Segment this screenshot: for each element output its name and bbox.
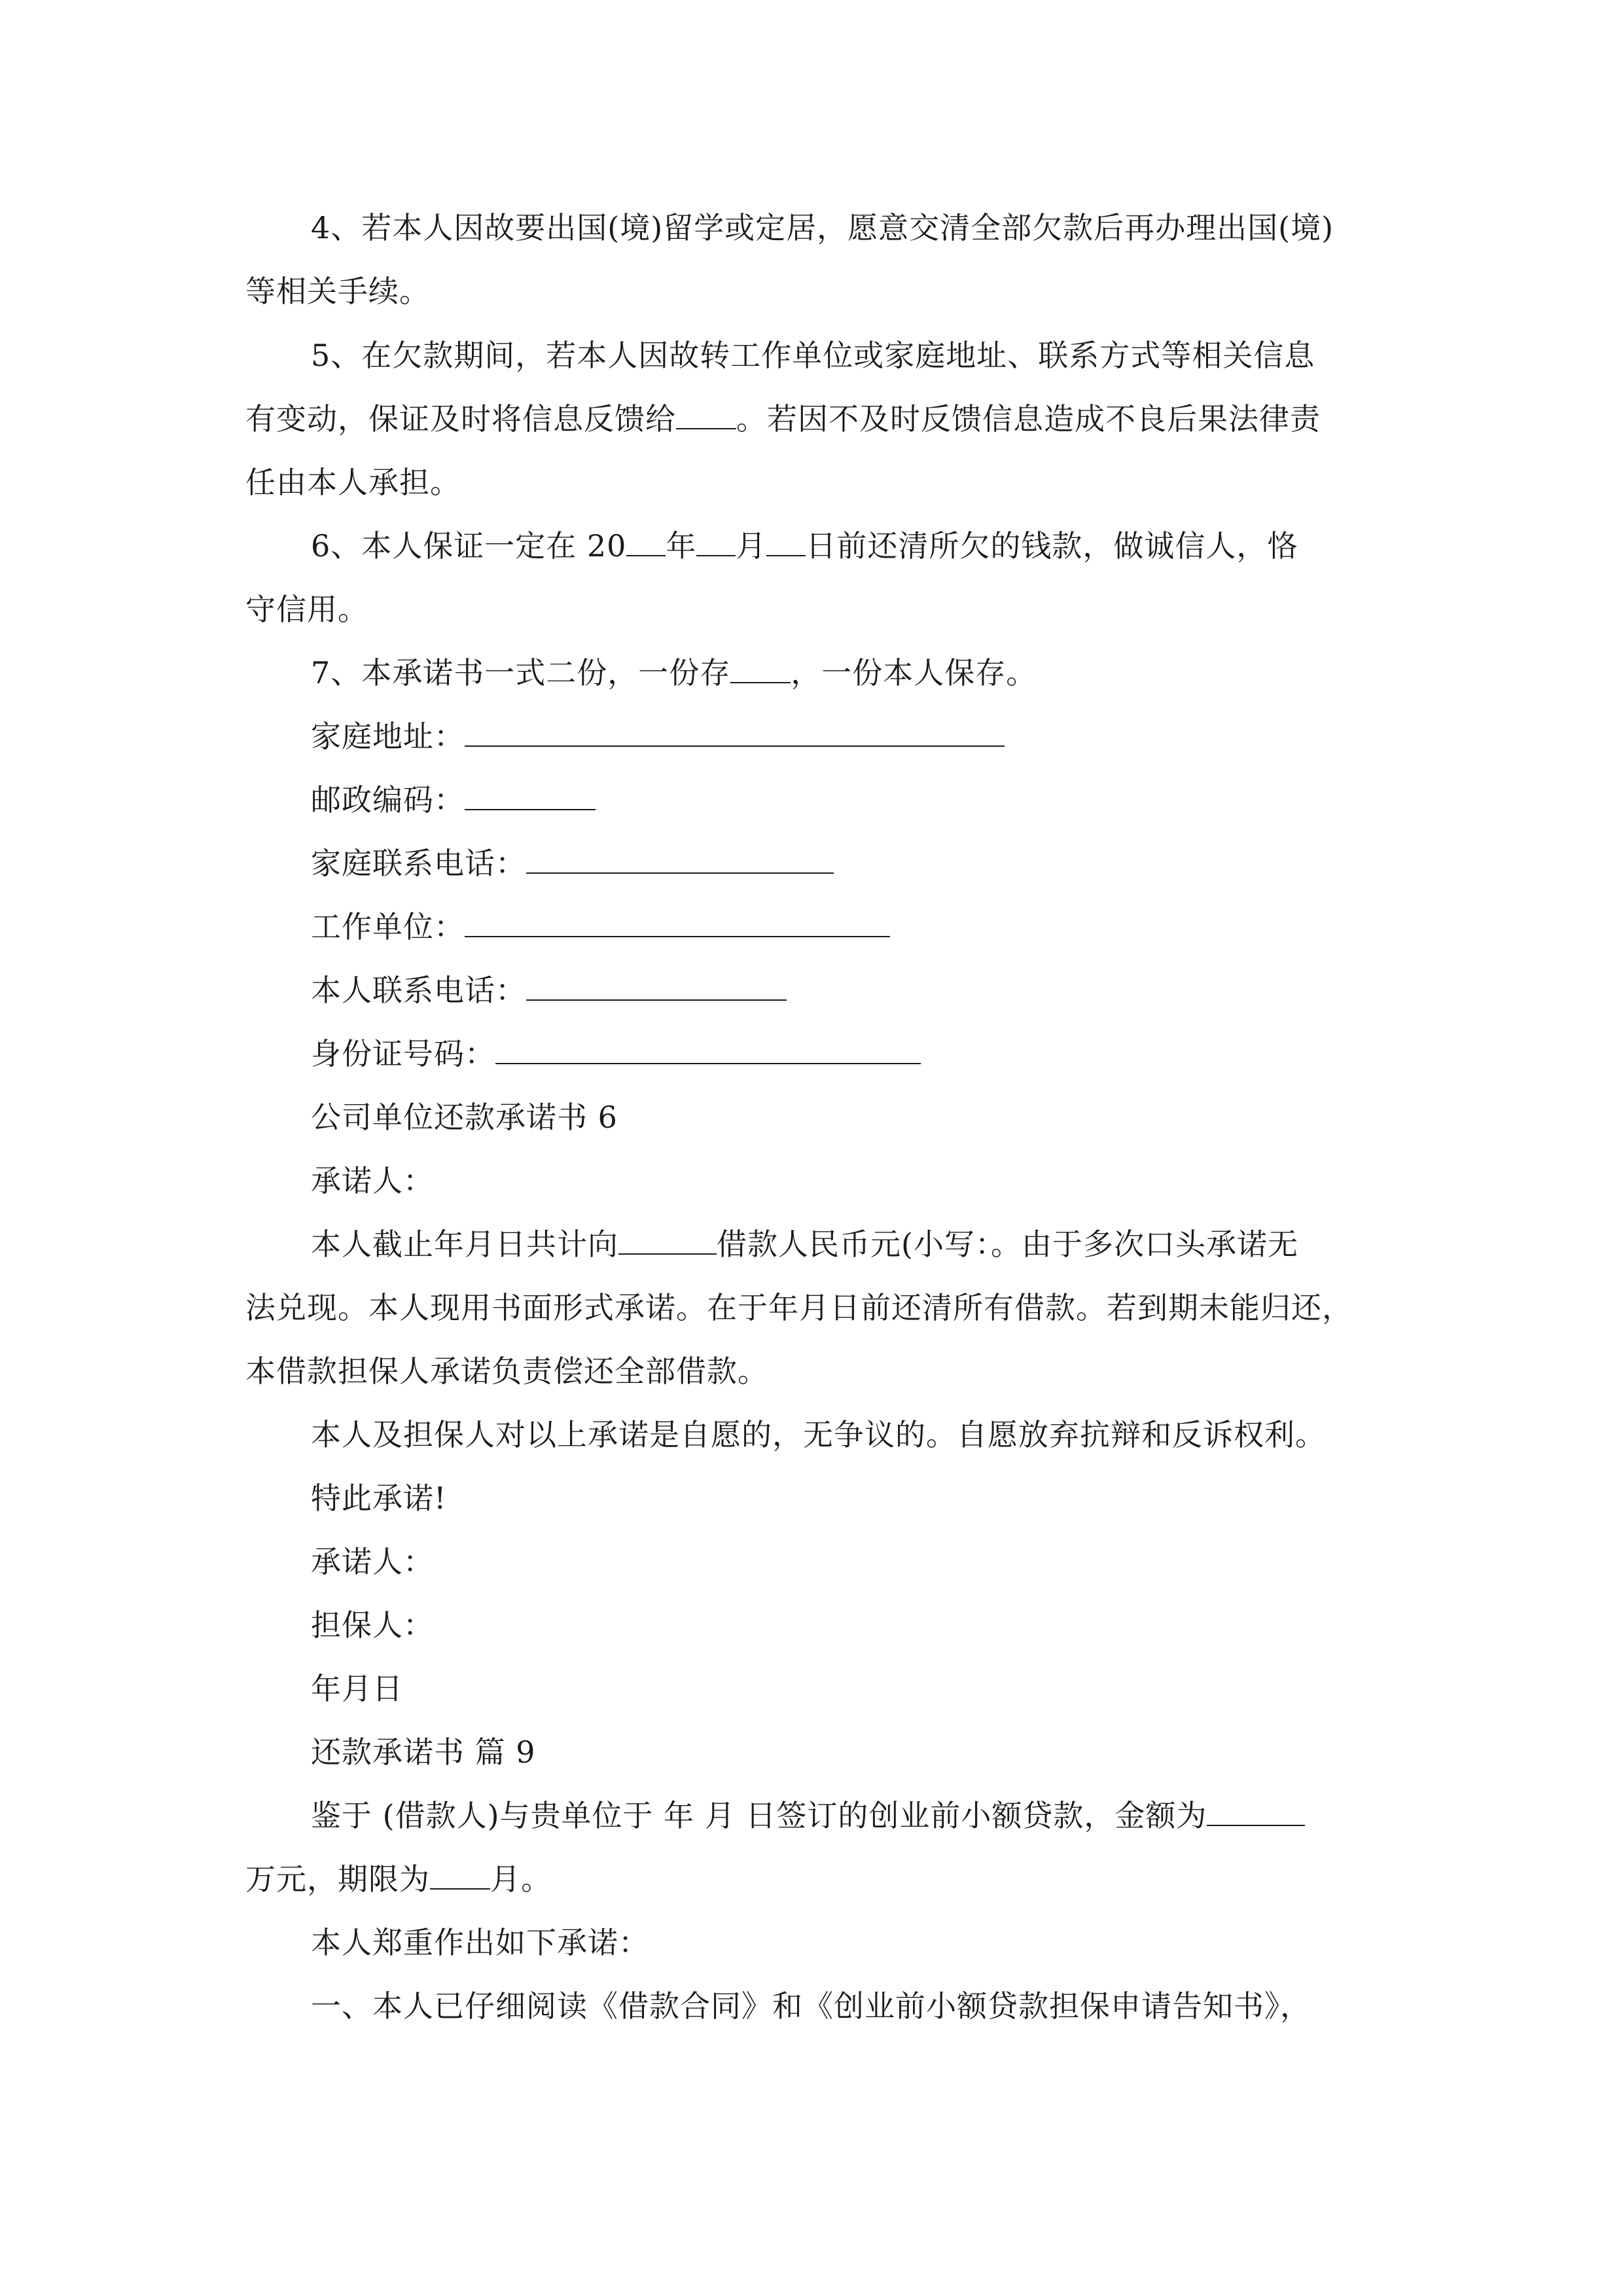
text: 法兑现。本人现用书面形式承诺。在于年月日前还清所有借款。若到期未能归还， xyxy=(245,1290,1353,1325)
home-phone-blank xyxy=(526,844,834,874)
text: 5、在欠款期间，若本人因故转工作单位或家庭地址、联系方式等相关信息 xyxy=(311,338,1315,373)
blank-line xyxy=(618,1227,717,1255)
month-blank xyxy=(696,529,736,556)
paragraph-6-line-1 xyxy=(311,526,1298,565)
text: 鉴于 (借款人)与贵单位于 年 月 日签订的创业前小额贷款，金额为 xyxy=(311,1798,1207,1833)
text: ，一份本人保存。 xyxy=(791,655,1037,691)
field-my-phone xyxy=(311,971,787,1010)
text: 年月日 xyxy=(311,1671,403,1706)
paragraph-5-line-2 xyxy=(245,399,1321,439)
amount-blank xyxy=(1207,1799,1305,1826)
text: 4、若本人因故要出国(境)留学或定居，愿意交清全部欠款后再办理出国(境) xyxy=(311,210,1334,245)
promisor-signature xyxy=(311,1542,434,1581)
text: 日前还清所欠的钱款，做诚信人，恪 xyxy=(806,528,1298,564)
body-2 xyxy=(311,1415,1326,1454)
text: 等相关手续。 xyxy=(245,274,430,309)
paragraph-4-line-1 xyxy=(311,208,1334,247)
field-label: 本人联系电话： xyxy=(311,973,526,1008)
paragraph-7 xyxy=(311,653,1037,692)
text: 7、本承诺书一式二份，一份存 xyxy=(311,655,731,691)
text: 任由本人承担。 xyxy=(245,465,461,500)
text: 公司单位还款承诺书 6 xyxy=(311,1100,618,1135)
text: 。若因不及时反馈信息造成不良后果法律责 xyxy=(736,401,1321,437)
day-blank xyxy=(766,529,806,556)
text: 月 xyxy=(736,528,767,564)
text: 守信用。 xyxy=(245,592,368,627)
date-line xyxy=(311,1669,403,1708)
body-4 xyxy=(311,1923,649,1962)
year-blank xyxy=(626,529,666,556)
field-label: 家庭地址： xyxy=(311,719,465,754)
field-work-unit xyxy=(311,907,890,946)
field-label: 工作单位： xyxy=(311,909,465,944)
field-label: 邮政编码： xyxy=(311,782,465,817)
field-postal-code xyxy=(311,780,596,819)
guarantor-signature xyxy=(311,1605,434,1645)
text: 承诺人： xyxy=(311,1544,434,1579)
body-3-line-1 xyxy=(311,1796,1305,1835)
paragraph-4-line-2 xyxy=(245,272,430,311)
text: 有变动，保证及时将信息反馈给 xyxy=(245,401,676,437)
paragraph-5-line-3 xyxy=(245,463,461,502)
field-id-number xyxy=(311,1034,921,1073)
text: 万元，期限为 xyxy=(245,1861,430,1897)
postal-code-blank xyxy=(465,780,596,810)
text: 年 xyxy=(666,528,697,564)
special-promise xyxy=(311,1479,447,1518)
text: 月。 xyxy=(490,1861,552,1897)
text: 特此承诺! xyxy=(311,1480,447,1516)
work-unit-blank xyxy=(465,907,890,937)
field-home-phone xyxy=(311,844,834,883)
field-label: 家庭联系电话： xyxy=(311,846,526,881)
text: 本人及担保人对以上承诺是自愿的，无争议的。自愿放弃抗辩和反诉权利。 xyxy=(311,1417,1326,1452)
id-number-blank xyxy=(495,1034,921,1064)
promisor-label xyxy=(311,1161,434,1200)
text: 还款承诺书 篇 9 xyxy=(311,1734,536,1770)
term-blank xyxy=(430,1862,490,1890)
section-title-6 xyxy=(311,1098,618,1137)
text: 借款人民币元(小写：。由于多次口头承诺无 xyxy=(717,1227,1298,1262)
body-1-line-3 xyxy=(245,1352,768,1391)
blank-line xyxy=(730,656,791,683)
field-label: 身份证号码： xyxy=(311,1036,495,1071)
text: 担保人： xyxy=(311,1607,434,1643)
text: 本借款担保人承诺负责偿还全部借款。 xyxy=(245,1354,768,1389)
body-1-line-1 xyxy=(311,1225,1298,1264)
section-title-9 xyxy=(311,1732,536,1772)
home-address-blank xyxy=(465,717,1005,747)
text: 一、本人已仔细阅读《借款合同》和《创业前小额贷款担保申请告知书》， xyxy=(311,1988,1311,2024)
my-phone-blank xyxy=(526,971,787,1001)
body-3-line-2 xyxy=(245,1859,552,1899)
body-1-line-2 xyxy=(245,1288,1353,1327)
text: 本人截止年月日共计向 xyxy=(311,1227,618,1262)
text: 本人郑重作出如下承诺： xyxy=(311,1925,649,1960)
body-5 xyxy=(311,1986,1311,2026)
field-home-address xyxy=(311,717,1005,756)
text: 6、本人保证一定在 20 xyxy=(311,528,627,564)
blank-line xyxy=(676,402,736,429)
text: 承诺人： xyxy=(311,1163,434,1198)
paragraph-5-line-1 xyxy=(311,336,1315,375)
paragraph-6-line-2 xyxy=(245,590,368,629)
